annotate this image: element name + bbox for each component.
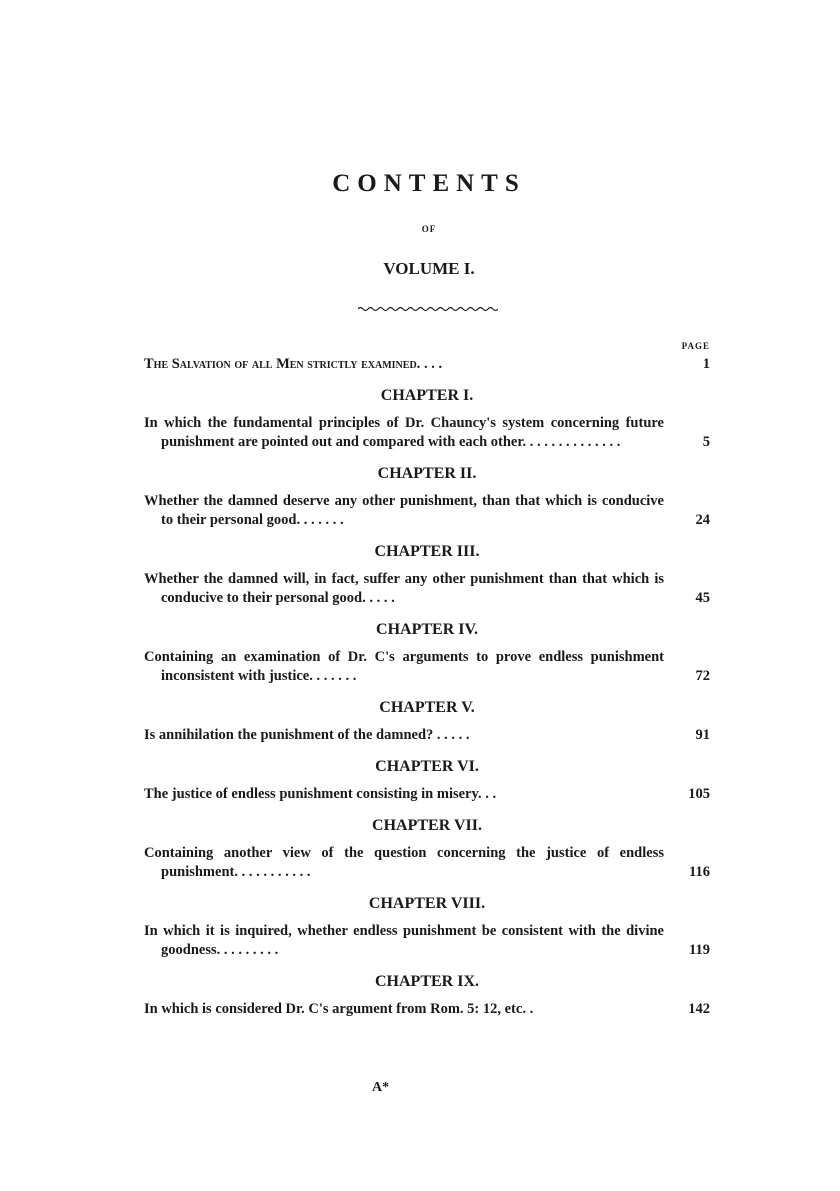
leader-dots: . . . bbox=[423, 356, 443, 372]
page-number: 119 bbox=[689, 942, 710, 958]
chapter-heading: CHAPTER I. bbox=[380, 387, 474, 404]
page-number: 105 bbox=[688, 786, 710, 802]
page-number: 24 bbox=[695, 512, 710, 528]
chapter-description: In which it is inquired, whether endless punishment be consistent with the divine goodness. bbox=[144, 923, 664, 958]
chapter-heading: CHAPTER VI. bbox=[375, 758, 479, 775]
page-number: 1 bbox=[702, 356, 710, 372]
chapter-description: Whether the damned deserve any other punishment, than that which is conducive to their personal good. bbox=[144, 493, 664, 528]
of-label: OF bbox=[421, 224, 437, 234]
chapter-heading: CHAPTER VII. bbox=[372, 817, 482, 834]
chapter-entry[interactable] bbox=[144, 785, 710, 804]
chapter-entry[interactable] bbox=[144, 492, 710, 530]
page-number: 45 bbox=[695, 590, 710, 606]
chapter-description: In which is considered Dr. C's argument from Rom. 5: 12, etc. bbox=[144, 1001, 526, 1017]
page-number: 72 bbox=[695, 668, 710, 684]
page-number: 91 bbox=[695, 727, 710, 743]
leader-dots: . . . . . . bbox=[300, 512, 344, 528]
chapter-heading: CHAPTER III. bbox=[374, 543, 480, 560]
page-column-label: PAGE bbox=[681, 341, 710, 351]
chapter-description: Containing an examination of Dr. C's arguments to prove endless punishment inconsistent with justice. bbox=[144, 649, 664, 684]
page-number: 5 bbox=[702, 434, 710, 450]
chapter-entry[interactable] bbox=[144, 922, 710, 960]
leader-dots: . bbox=[525, 1001, 534, 1017]
leader-dots: . . bbox=[481, 786, 497, 802]
chapter-heading: CHAPTER II. bbox=[377, 465, 477, 482]
chapter-description: Containing another view of the question concerning the justice of endless punishment. bbox=[144, 845, 664, 880]
leader-dots: . . . . . . . . bbox=[220, 942, 279, 958]
chapter-description: The justice of endless punishment consisting in misery. bbox=[144, 786, 482, 802]
leader-dots: . . . . . . . . . . . . . bbox=[526, 434, 621, 450]
volume-heading: VOLUME I. bbox=[383, 259, 475, 278]
chapter-description: Whether the damned will, in fact, suffer any other punishment than that which is conducive to their personal good. bbox=[144, 571, 664, 606]
leader-dots: . . . . . . . . . . bbox=[237, 864, 311, 880]
page-number: 142 bbox=[688, 1001, 710, 1017]
intro-entry[interactable] bbox=[144, 355, 710, 374]
chapter-entry[interactable] bbox=[144, 570, 710, 608]
chapter-description: Is annihilation the punishment of the damned? bbox=[144, 727, 434, 743]
chapter-heading: CHAPTER IX. bbox=[374, 973, 479, 990]
chapter-entry[interactable] bbox=[144, 1000, 710, 1019]
chapter-heading: CHAPTER V. bbox=[379, 699, 475, 716]
signature-mark: A* bbox=[372, 1080, 390, 1095]
chapter-entry[interactable] bbox=[144, 648, 710, 686]
wavy-rule-ornament bbox=[358, 303, 498, 315]
chapter-entry[interactable] bbox=[144, 414, 710, 452]
contents-title: CONTENTS bbox=[332, 170, 526, 197]
chapter-entry[interactable] bbox=[144, 726, 710, 745]
page-number: 116 bbox=[689, 864, 710, 880]
leader-dots: . . . . bbox=[365, 590, 395, 606]
leader-dots: . . . . . . bbox=[312, 668, 357, 684]
chapter-heading: CHAPTER IV. bbox=[376, 621, 478, 638]
chapter-description: In which the fundamental principles of Dr. Chauncy's system concerning future punishment are pointed out and compared with each other. bbox=[144, 415, 664, 450]
chapter-heading: CHAPTER VIII. bbox=[368, 895, 486, 912]
chapter-entry[interactable] bbox=[144, 844, 710, 882]
contents-list bbox=[144, 355, 710, 1019]
leader-dots: . . . . . bbox=[433, 727, 470, 743]
intro-text: The Salvation of all Men strictly examined. bbox=[144, 356, 421, 372]
